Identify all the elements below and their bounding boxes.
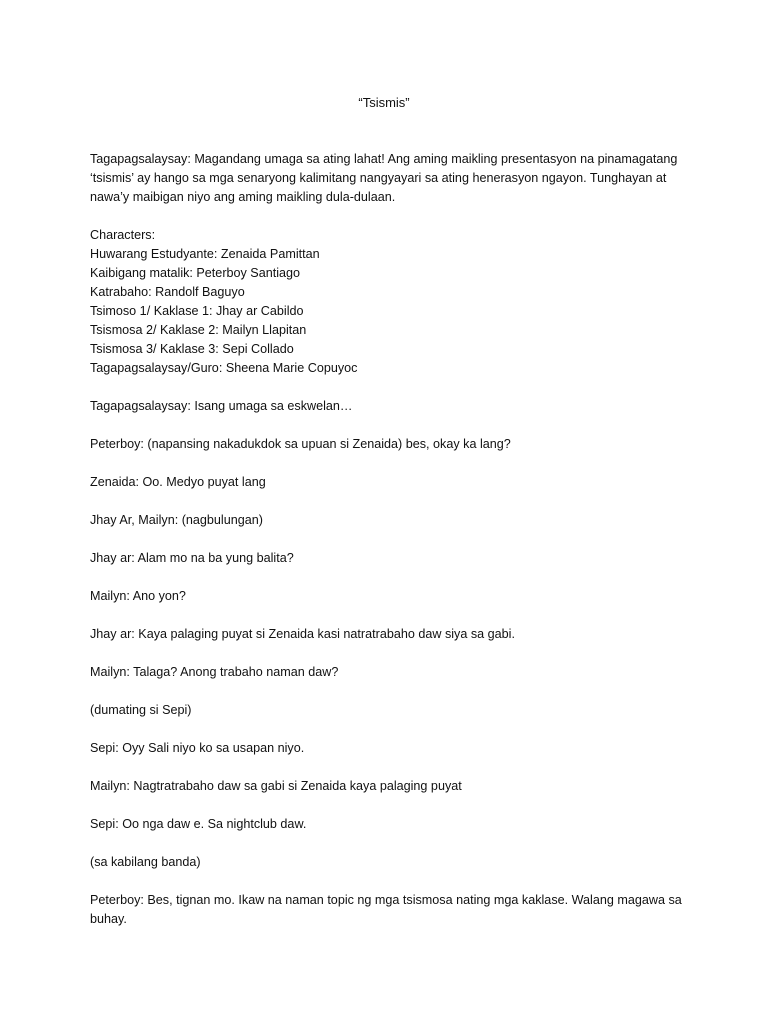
dialogue-line: Jhay ar: Kaya palaging puyat si Zenaida kasi natratrabaho daw siya sa gabi. (90, 627, 515, 641)
character-line: Katrabaho: Randolf Baguyo (90, 285, 245, 299)
dialogue-line: Sepi: Oo nga daw e. Sa nightclub daw. (90, 817, 307, 831)
intro-paragraph: Tagapagsalaysay: Magandang umaga sa ating lahat! Ang aming maikling presentasyon na pinamagatang ‘tsismis’ ay hango sa mga senaryong kalimitang nangyayari sa ating henerasyon ngayon. Tunghayan at nawa’y maibigan niyo ang aming maikling dula-dulaan. (90, 152, 678, 204)
stage-direction: (dumating si Sepi) (90, 703, 192, 717)
character-line: Kaibigang matalik: Peterboy Santiago (90, 266, 301, 280)
dialogue-line: Jhay Ar, Mailyn: (nagbulungan) (90, 513, 263, 527)
character-line: Tsimoso 1/ Kaklase 1: Jhay ar Cabildo (90, 304, 304, 318)
stage-direction: (sa kabilang banda) (90, 855, 201, 869)
character-line: Tsismosa 3/ Kaklase 3: Sepi Collado (90, 342, 294, 356)
character-line: Tsismosa 2/ Kaklase 2: Mailyn Llapitan (90, 323, 307, 337)
dialogue-line: Mailyn: Ano yon? (90, 589, 186, 603)
dialogue-line: Mailyn: Nagtratrabaho daw sa gabi si Zenaida kaya palaging puyat (90, 779, 462, 793)
characters-heading: Characters: (90, 228, 156, 242)
document-body (90, 150, 690, 948)
character-line: Huwarang Estudyante: Zenaida Pamittan (90, 247, 320, 261)
dialogue-section (90, 397, 690, 929)
dialogue-line: Zenaida: Oo. Medyo puyat lang (90, 475, 266, 489)
character-line: Tagapagsalaysay/Guro: Sheena Marie Copuyoc (90, 361, 358, 375)
dialogue-line: Jhay ar: Alam mo na ba yung balita? (90, 551, 294, 565)
dialogue-line: Mailyn: Talaga? Anong trabaho naman daw? (90, 665, 339, 679)
document-title: “Tsismis” (358, 95, 410, 110)
characters-list (90, 226, 690, 378)
dialogue-line: Tagapagsalaysay: Isang umaga sa eskwelan… (90, 399, 353, 413)
dialogue-line: Peterboy: Bes, tignan mo. Ikaw na naman topic ng mga tsismosa nating mga kaklase. Walang magawa sa buhay. (90, 893, 682, 926)
dialogue-line: Peterboy: (napansing nakadukdok sa upuan si Zenaida) bes, okay ka lang? (90, 437, 511, 451)
dialogue-line: Sepi: Oyy Sali niyo ko sa usapan niyo. (90, 741, 305, 755)
